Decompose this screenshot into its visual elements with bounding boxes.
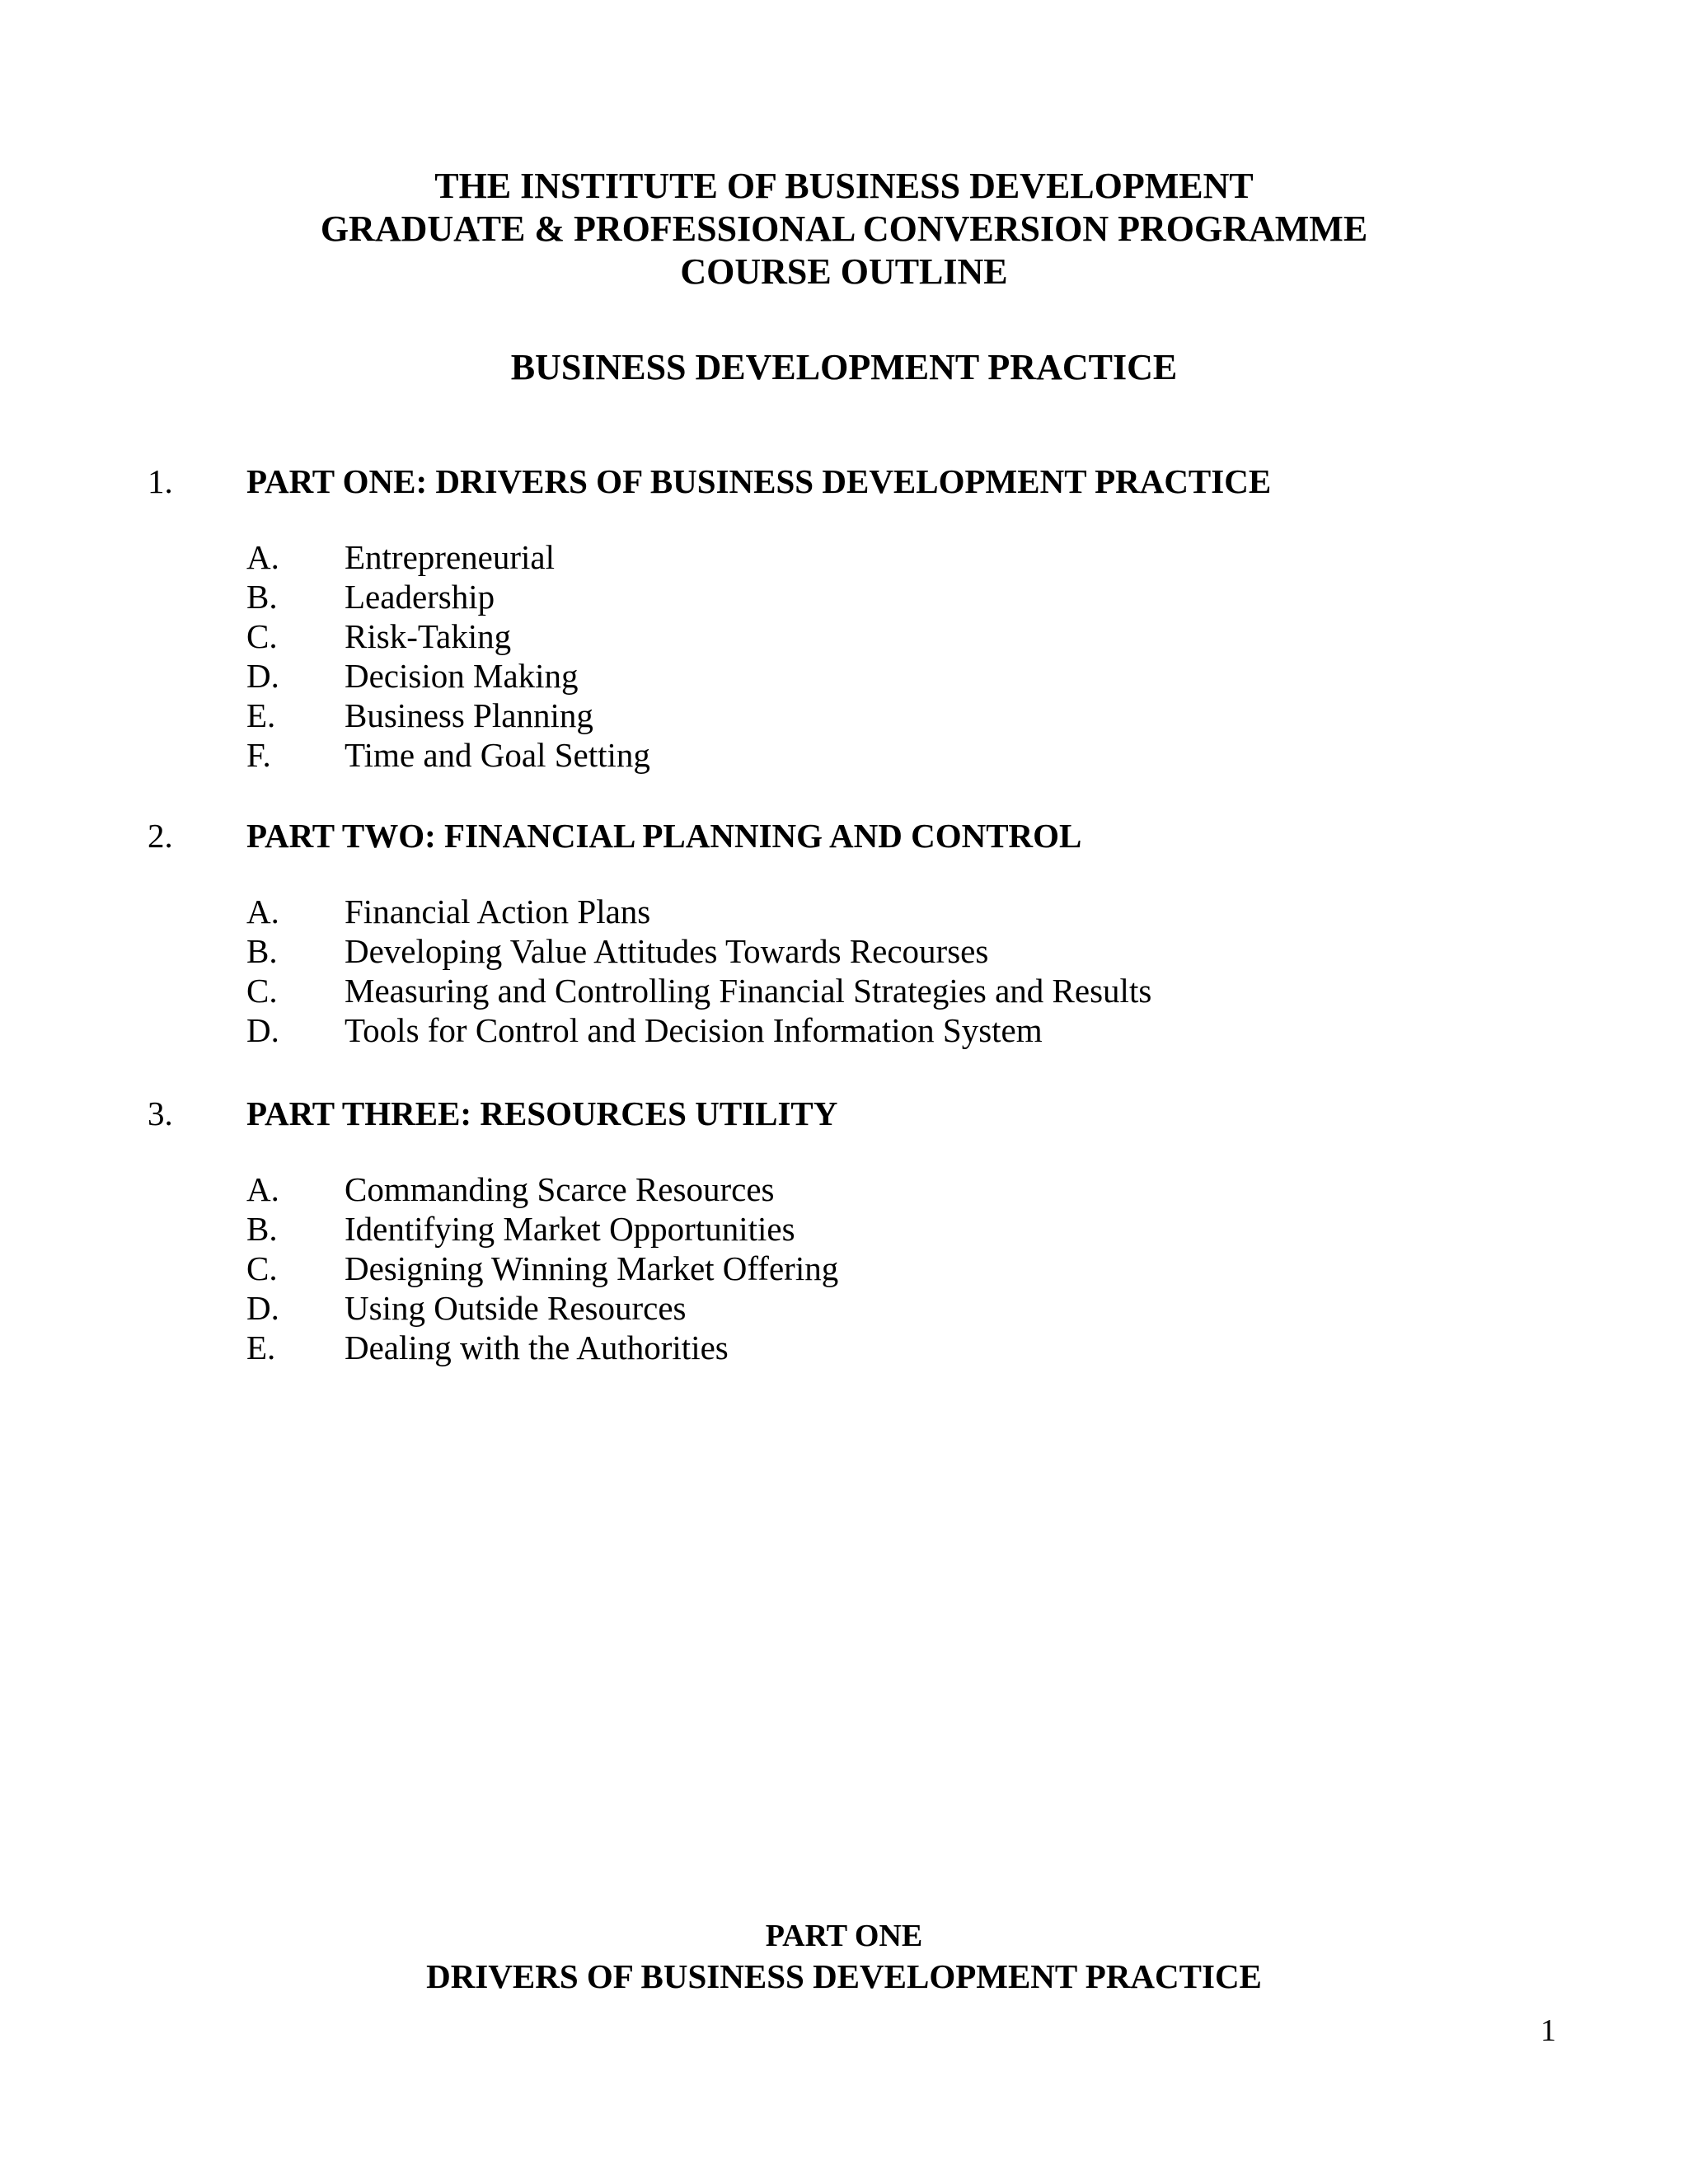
item-letter: E.: [246, 696, 276, 734]
section-heading: [0, 1092, 1688, 1135]
item-letter: A.: [246, 1170, 279, 1208]
item-label: Designing Winning Market Offering: [345, 1249, 839, 1287]
item-label: Risk-Taking: [345, 617, 512, 655]
item-letter: A.: [246, 538, 279, 576]
item-label: Financial Action Plans: [345, 893, 651, 930]
item-letter: C.: [246, 617, 278, 655]
programme-name: GRADUATE & PROFESSIONAL CONVERSION PROGRAMME: [320, 209, 1368, 249]
section-number: 1.: [148, 462, 173, 500]
item-letter: A.: [246, 893, 279, 930]
section-number: 3.: [148, 1094, 173, 1132]
list-item: [0, 1169, 1688, 1209]
item-letter: B.: [246, 578, 278, 616]
section-title: PART TWO: FINANCIAL PLANNING AND CONTROL: [246, 817, 1082, 855]
item-letter: D.: [246, 1289, 279, 1327]
section-part-three: [0, 1092, 1688, 1367]
list-item: [0, 1010, 1688, 1050]
document-header: [0, 165, 1688, 293]
list-item: [0, 616, 1688, 656]
item-letter: C.: [246, 1249, 278, 1287]
list-item: [0, 577, 1688, 616]
item-letter: E.: [246, 1329, 276, 1366]
section-title: PART ONE: DRIVERS OF BUSINESS DEVELOPMENT PRACTICE: [246, 462, 1272, 500]
section-heading: [0, 814, 1688, 857]
item-label: Entrepreneurial: [345, 538, 555, 576]
item-label: Identifying Market Opportunities: [345, 1210, 795, 1248]
item-label: Time and Goal Setting: [345, 736, 650, 774]
document-type: COURSE OUTLINE: [680, 251, 1008, 292]
list-item: [0, 1288, 1688, 1328]
section-part-two: [0, 814, 1688, 1050]
section-item-list: [0, 1169, 1688, 1367]
item-label: Decision Making: [345, 657, 579, 695]
item-label: Commanding Scarce Resources: [345, 1170, 775, 1208]
list-item: [0, 1328, 1688, 1367]
item-letter: B.: [246, 932, 278, 970]
section-part-one: [0, 460, 1688, 775]
list-item: [0, 735, 1688, 775]
part-label: PART ONE: [765, 1919, 923, 1953]
item-letter: F.: [246, 736, 271, 774]
list-item: [0, 971, 1688, 1010]
section-item-list: [0, 892, 1688, 1050]
item-letter: D.: [246, 657, 279, 695]
item-label: Leadership: [345, 578, 495, 616]
item-letter: B.: [246, 1210, 278, 1248]
list-item: [0, 1249, 1688, 1288]
list-item: [0, 1209, 1688, 1249]
institute-name: THE INSTITUTE OF BUSINESS DEVELOPMENT: [434, 166, 1254, 206]
item-label: Measuring and Controlling Financial Strategies and Results: [345, 972, 1152, 1010]
part-heading: [0, 1916, 1688, 1997]
item-letter: D.: [246, 1011, 279, 1049]
list-item: [0, 892, 1688, 931]
page-number: 1: [1540, 2013, 1556, 2048]
section-item-list: [0, 537, 1688, 775]
course-title: BUSINESS DEVELOPMENT PRACTICE: [510, 347, 1178, 387]
item-label: Business Planning: [345, 696, 593, 734]
section-heading: [0, 460, 1688, 503]
item-label: Dealing with the Authorities: [345, 1329, 729, 1366]
item-letter: C.: [246, 972, 278, 1010]
list-item: [0, 931, 1688, 971]
item-label: Using Outside Resources: [345, 1289, 687, 1327]
list-item: [0, 537, 1688, 577]
list-item: [0, 696, 1688, 735]
item-label: Developing Value Attitudes Towards Recourses: [345, 932, 989, 970]
list-item: [0, 656, 1688, 696]
item-label: Tools for Control and Decision Information System: [345, 1011, 1043, 1049]
section-title: PART THREE: RESOURCES UTILITY: [246, 1094, 838, 1132]
section-number: 2.: [148, 817, 173, 855]
part-title: DRIVERS OF BUSINESS DEVELOPMENT PRACTICE: [426, 1957, 1262, 1995]
